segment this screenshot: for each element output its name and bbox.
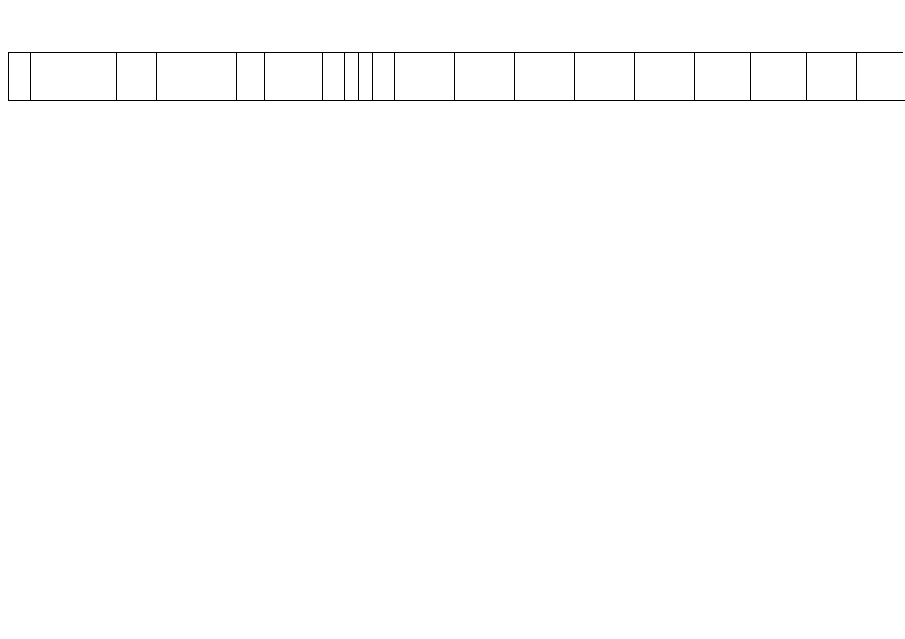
column-header xyxy=(575,53,635,101)
column-header xyxy=(455,53,515,101)
column-header xyxy=(117,53,157,101)
schedule-sheet xyxy=(8,52,903,637)
column-header xyxy=(31,53,117,101)
column-header xyxy=(345,53,359,101)
column-header xyxy=(515,53,575,101)
column-header xyxy=(395,53,455,101)
column-header xyxy=(807,53,857,101)
column-header xyxy=(237,53,265,101)
column-header xyxy=(9,53,31,101)
column-header xyxy=(695,53,751,101)
column-header xyxy=(373,53,395,101)
column-header xyxy=(157,53,237,101)
column-header xyxy=(857,53,905,101)
column-header xyxy=(323,53,345,101)
column-header xyxy=(635,53,695,101)
column-header xyxy=(751,53,807,101)
column-header xyxy=(265,53,323,101)
column-header xyxy=(359,53,373,101)
column-header-row xyxy=(8,52,903,101)
